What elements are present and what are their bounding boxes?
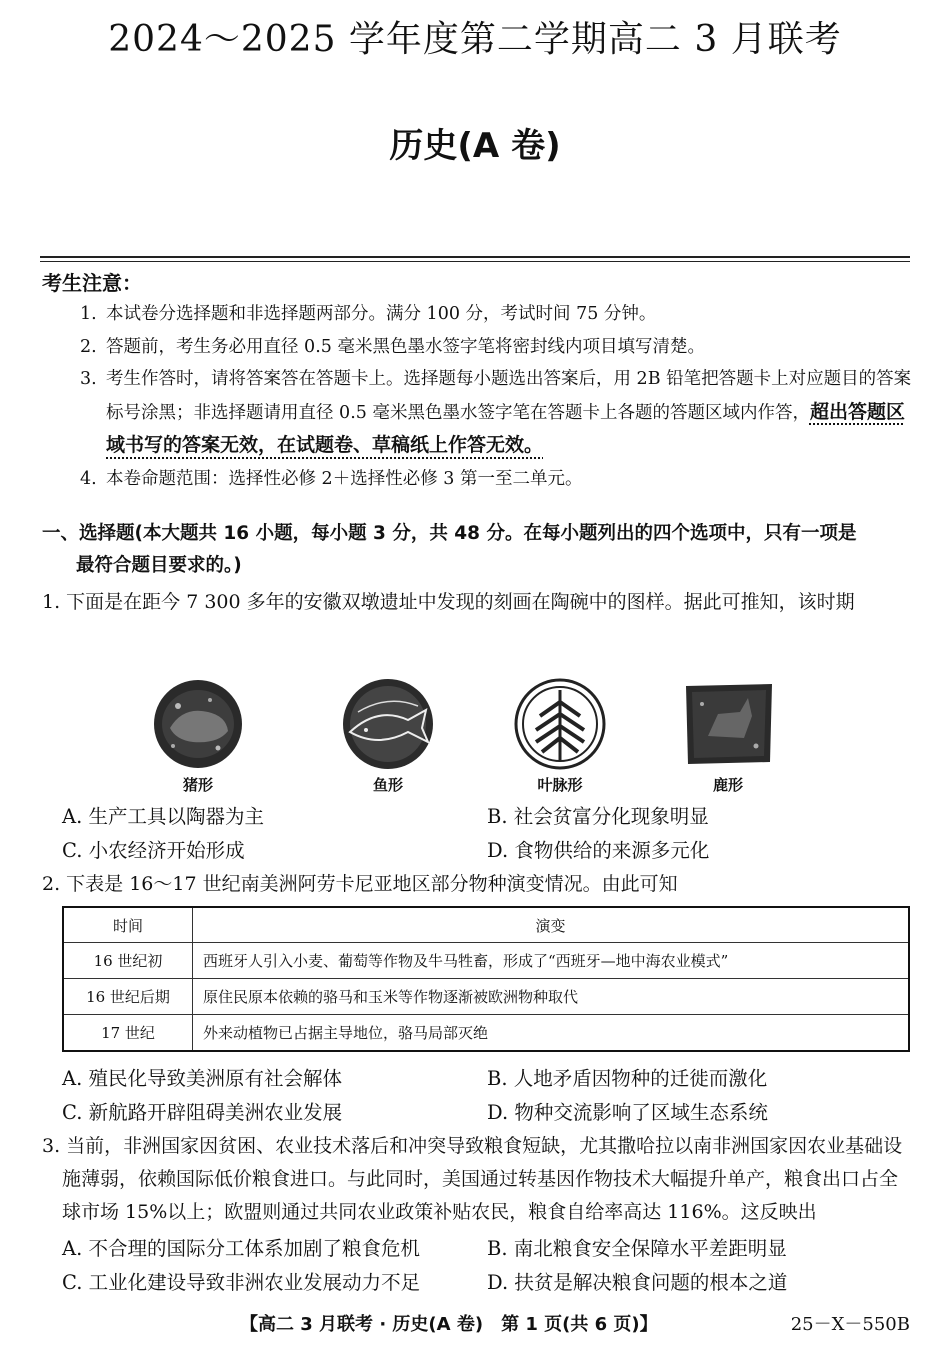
option-d[interactable]: D. 扶贫是解决粮食问题的根本之道 <box>487 1271 788 1294</box>
option-a[interactable]: A. 殖民化导致美洲原有社会解体 <box>62 1067 342 1090</box>
figure-fish <box>338 676 438 796</box>
figure-caption: 猪形 <box>182 776 213 794</box>
option-b[interactable]: B. 人地矛盾因物种的迁徙而激化 <box>487 1067 768 1090</box>
option-c[interactable]: C. 新航路开辟阻碍美洲农业发展 <box>62 1101 343 1124</box>
notice-item-text: 本卷命题范围：选择性必修 2＋选择性必修 3 第一至二单元。 <box>106 468 583 489</box>
section-heading-line: 一、选择题(本大题共 16 小题，每小题 3 分，共 48 分。在每小题列出的四个选项中，只有一项是 <box>42 523 857 544</box>
figure-leaf <box>510 676 610 796</box>
table-cell-time: 16 世纪后期 <box>63 979 193 1015</box>
notice-item <box>80 331 914 364</box>
table-header-evolution: 演变 <box>193 907 910 943</box>
option-c[interactable]: C. 小农经济开始形成 <box>62 839 245 862</box>
question-3-stem: 3. 当前，非洲国家因贫困、农业技术落后和冲突导致粮食短缺，尤其撒哈拉以南非洲国家因农业基础设施薄弱，依赖国际低价粮食进口。与此同时，美国通过转基因作物技术大幅提升单产，粮食出口占全球市场 15%以上；欧盟则通过共同农业政策补贴农民，粮食自给率高达 116%。这反映出 <box>42 1135 903 1223</box>
table-row <box>63 979 909 1015</box>
table-row <box>63 943 909 979</box>
table-header-time: 时间 <box>63 907 193 943</box>
notice-item <box>80 363 914 463</box>
notice-heading: 考生注意： <box>42 271 142 295</box>
section-heading-line: 最符合题目要求的。) <box>76 555 242 576</box>
subject-title: 历史(A 卷) <box>389 126 561 166</box>
table-cell-time: 16 世纪初 <box>63 943 193 979</box>
section-heading <box>42 518 916 582</box>
notice-item-text: 答题前，考生务必用直径 0.5 毫米黑色墨水签字笔将密封线内项目填写清楚。 <box>106 336 705 357</box>
question-2 <box>42 868 914 901</box>
option-c[interactable]: C. 工业化建设导致非洲农业发展动力不足 <box>62 1271 421 1294</box>
option-a[interactable]: A. 生产工具以陶器为主 <box>62 805 264 828</box>
table-cell-evolution: 外来动植物已占据主导地位，骆马局部灭绝 <box>193 1015 910 1052</box>
question-2-stem: 2. 下表是 16～17 世纪南美洲阿劳卡尼亚地区部分物种演变情况。由此可知 <box>42 873 678 895</box>
figure-pig <box>148 676 248 796</box>
question-1 <box>42 586 914 619</box>
question-1-options <box>62 800 912 868</box>
leaf-vein-pattern-icon <box>510 676 610 772</box>
option-b[interactable]: B. 南北粮食安全保障水平差距明显 <box>487 1237 787 1260</box>
option-d[interactable]: D. 食物供给的来源多元化 <box>487 839 710 862</box>
footer-page-info: 【高二 3 月联考 · 历史(A 卷) 第 1 页(共 6 页)】 <box>240 1314 658 1335</box>
question-3-options <box>62 1232 912 1300</box>
notice-item-number: 3. <box>80 369 97 389</box>
notice-item-text: 考生作答时，请将答案答在答题卡上。选择题每小题选出答案后，用 2B 铅笔把答题卡上对应题目的答案标号涂黑；非选择题请用直径 0.5 毫米黑色墨水签字笔在答题卡上各题的答题区域内作答， <box>106 369 912 423</box>
header-rule-thin <box>40 261 910 262</box>
table-header-row <box>63 907 909 943</box>
footer-paper-code: 25－X－550B <box>790 1314 910 1335</box>
question-3 <box>42 1130 914 1229</box>
figure-caption: 叶脉形 <box>537 776 583 794</box>
exam-title: 2024～2025 学年度第二学期高二 3 月联考 <box>108 19 842 60</box>
notice-item-text: 本试卷分选择题和非选择题两部分。满分 100 分，考试时间 75 分钟。 <box>106 304 657 324</box>
notice-item-number: 4. <box>80 468 97 489</box>
header-rule <box>40 256 910 258</box>
question-2-options <box>62 1062 912 1130</box>
notice-item <box>80 298 914 331</box>
page-footer <box>0 1310 950 1340</box>
notice-item-number: 2. <box>80 336 97 357</box>
table-cell-evolution: 西班牙人引入小麦、葡萄等作物及牛马牲畜，形成了“西班牙—地中海农业模式” <box>193 943 910 979</box>
option-d[interactable]: D. 物种交流影响了区域生态系统 <box>487 1101 768 1124</box>
deer-pattern-icon <box>678 676 778 772</box>
fish-pattern-icon <box>338 676 438 772</box>
species-evolution-table <box>62 906 910 1052</box>
table-cell-evolution: 原住民原本依赖的骆马和玉米等作物逐渐被欧洲物种取代 <box>193 979 910 1015</box>
notice-item <box>80 463 914 496</box>
pottery-figures <box>148 676 798 796</box>
table-cell-time: 17 世纪 <box>63 1015 193 1052</box>
figure-caption: 鹿形 <box>712 776 743 794</box>
figure-caption: 鱼形 <box>372 776 403 794</box>
option-b[interactable]: B. 社会贫富分化现象明显 <box>487 805 709 828</box>
notice-item-number: 1. <box>80 304 97 324</box>
notice-emphasis: 超出答题区域书写的答案无效，在试题卷、草稿纸上作答无效。 <box>106 400 905 456</box>
table-row <box>63 1015 909 1052</box>
notice-list <box>80 298 914 495</box>
option-a[interactable]: A. 不合理的国际分工体系加剧了粮食危机 <box>62 1237 420 1260</box>
question-1-stem: 1. 下面是在距今 7 300 多年的安徽双墩遗址中发现的刻画在陶碗中的图样。据此可推知，该时期 <box>42 591 855 613</box>
pig-pattern-icon <box>148 676 248 772</box>
figure-deer <box>678 676 778 796</box>
